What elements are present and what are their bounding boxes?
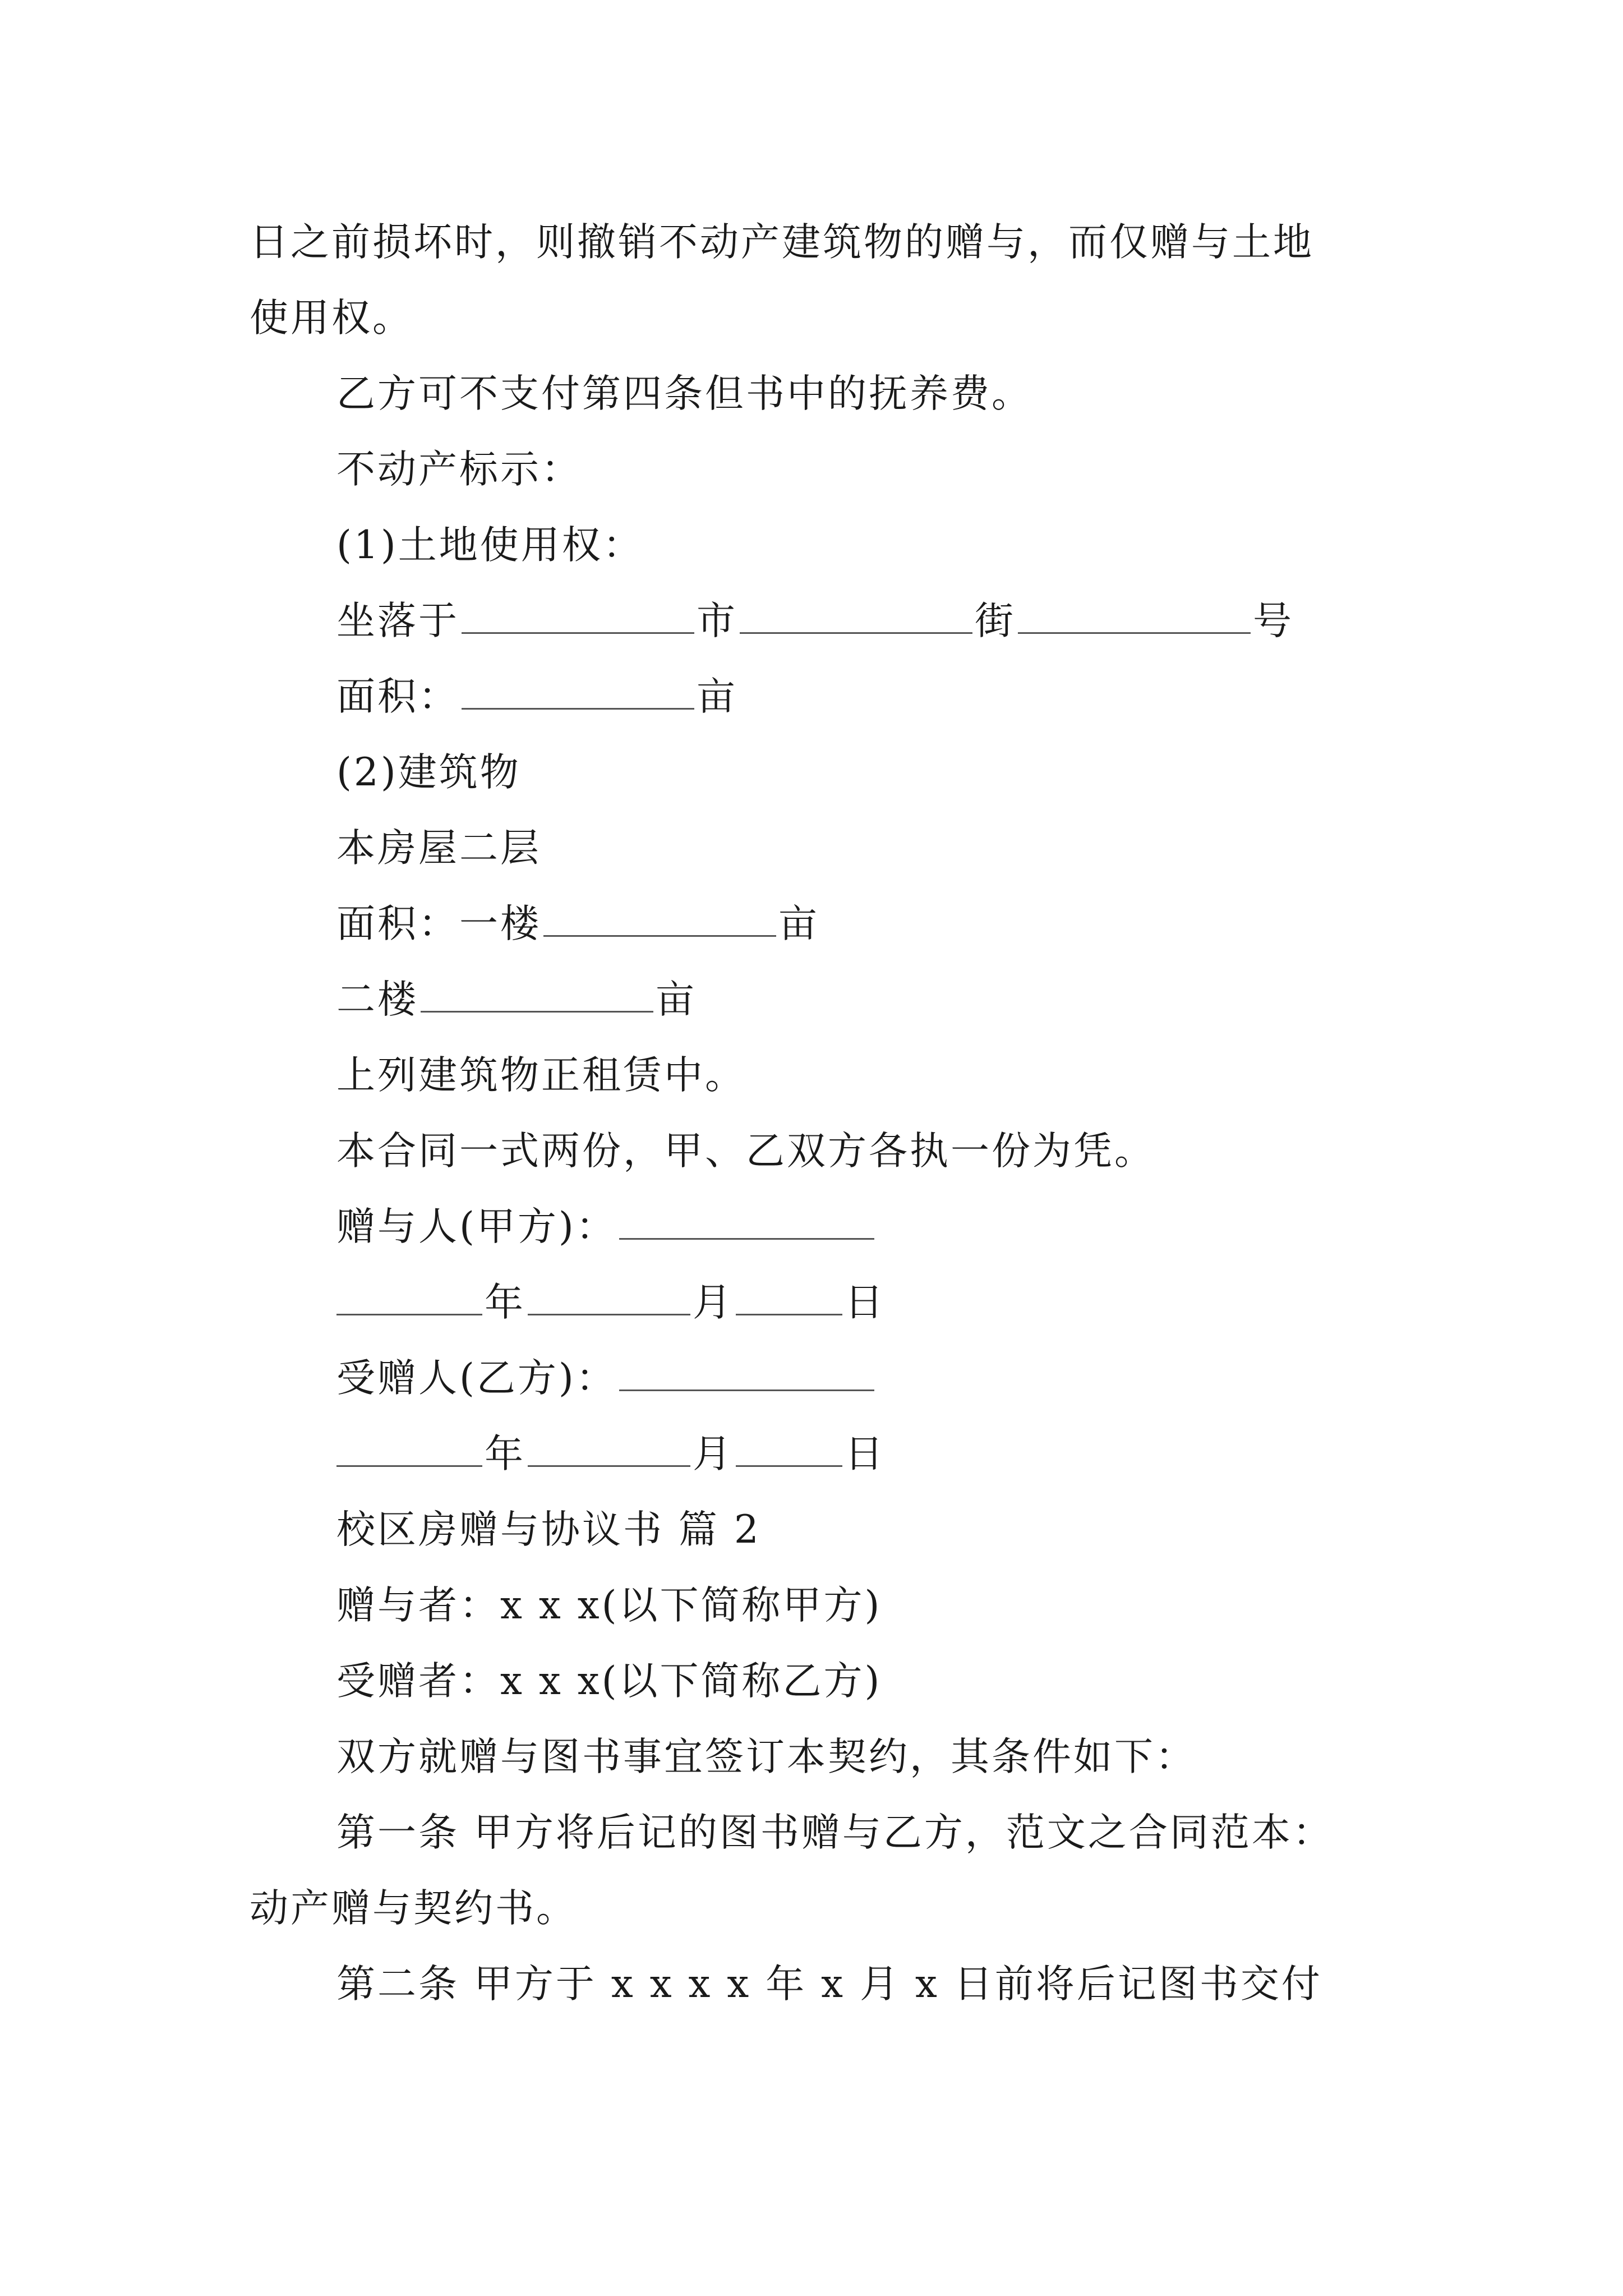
blank-field bbox=[1018, 630, 1251, 634]
blank-field bbox=[543, 933, 776, 937]
area-line bbox=[336, 977, 697, 1022]
text-line: 第一条 甲方将后记的图书赠与乙方，范文之合同范本： bbox=[336, 1810, 1334, 1855]
text-line: 第二条 甲方于 x x x x 年 x 月 x 日前将后记图书交付 bbox=[336, 1962, 1322, 2007]
text-line: 赠与者：x x x(以下简称甲方) bbox=[336, 1583, 882, 1628]
text-line: 双方就赠与图书事宜签订本契约，其条件如下： bbox=[336, 1734, 1196, 1779]
blank-field bbox=[528, 1312, 690, 1315]
label: 日 bbox=[845, 1432, 886, 1476]
text-line: 本合同一式两份，甲、乙双方各执一份为凭。 bbox=[336, 1129, 1155, 1174]
area-line bbox=[336, 901, 819, 946]
blank-field bbox=[336, 1463, 482, 1467]
label: 市 bbox=[697, 599, 737, 643]
label: 亩 bbox=[778, 901, 819, 946]
text-line: 动产赠与契约书。 bbox=[250, 1886, 577, 1931]
text-line: 受赠者：x x x(以下简称乙方) bbox=[336, 1659, 882, 1704]
label: 受赠人(乙方)： bbox=[336, 1356, 617, 1401]
label: 亩 bbox=[697, 674, 737, 719]
label: 号 bbox=[1253, 599, 1294, 643]
label: 面积：一楼 bbox=[336, 901, 541, 946]
text-line: 上列建筑物正租赁中。 bbox=[336, 1053, 746, 1098]
blank-field bbox=[740, 630, 972, 634]
blank-field bbox=[462, 706, 694, 710]
blank-field bbox=[736, 1463, 842, 1467]
text-line: (1)土地使用权： bbox=[336, 523, 644, 568]
blank-field bbox=[462, 630, 694, 634]
text-line: (2)建筑物 bbox=[336, 750, 521, 795]
label: 二楼 bbox=[336, 977, 418, 1022]
text-line: 本房屋二层 bbox=[336, 826, 541, 871]
label: 赠与人(甲方)： bbox=[336, 1204, 617, 1249]
label: 面积： bbox=[336, 674, 459, 719]
section-heading: 校区房赠与协议书 篇 2 bbox=[336, 1507, 761, 1552]
label: 年 bbox=[485, 1432, 525, 1476]
location-line bbox=[336, 599, 1294, 643]
blank-field bbox=[336, 1312, 482, 1315]
date-line bbox=[336, 1280, 886, 1325]
text-line: 日之前损坏时，则撤销不动产建筑物的赠与，而仅赠与土地 bbox=[250, 220, 1314, 265]
blank-field bbox=[619, 1236, 874, 1240]
text-line: 使用权。 bbox=[250, 296, 413, 341]
text-line: 乙方可不支付第四条但书中的抚养费。 bbox=[336, 371, 1032, 416]
area-line bbox=[336, 674, 737, 719]
signature-line bbox=[336, 1356, 877, 1401]
blank-field bbox=[528, 1463, 690, 1467]
label: 亩 bbox=[656, 977, 697, 1022]
signature-line bbox=[336, 1204, 877, 1249]
blank-field bbox=[736, 1312, 842, 1315]
text-line: 不动产标示： bbox=[336, 447, 582, 492]
label: 月 bbox=[693, 1432, 734, 1476]
label: 年 bbox=[485, 1280, 525, 1325]
label: 坐落于 bbox=[336, 599, 459, 643]
label: 日 bbox=[845, 1280, 886, 1325]
date-line bbox=[336, 1432, 886, 1476]
label: 月 bbox=[693, 1280, 734, 1325]
blank-field bbox=[619, 1387, 874, 1391]
label: 街 bbox=[975, 599, 1016, 643]
blank-field bbox=[421, 1009, 653, 1013]
